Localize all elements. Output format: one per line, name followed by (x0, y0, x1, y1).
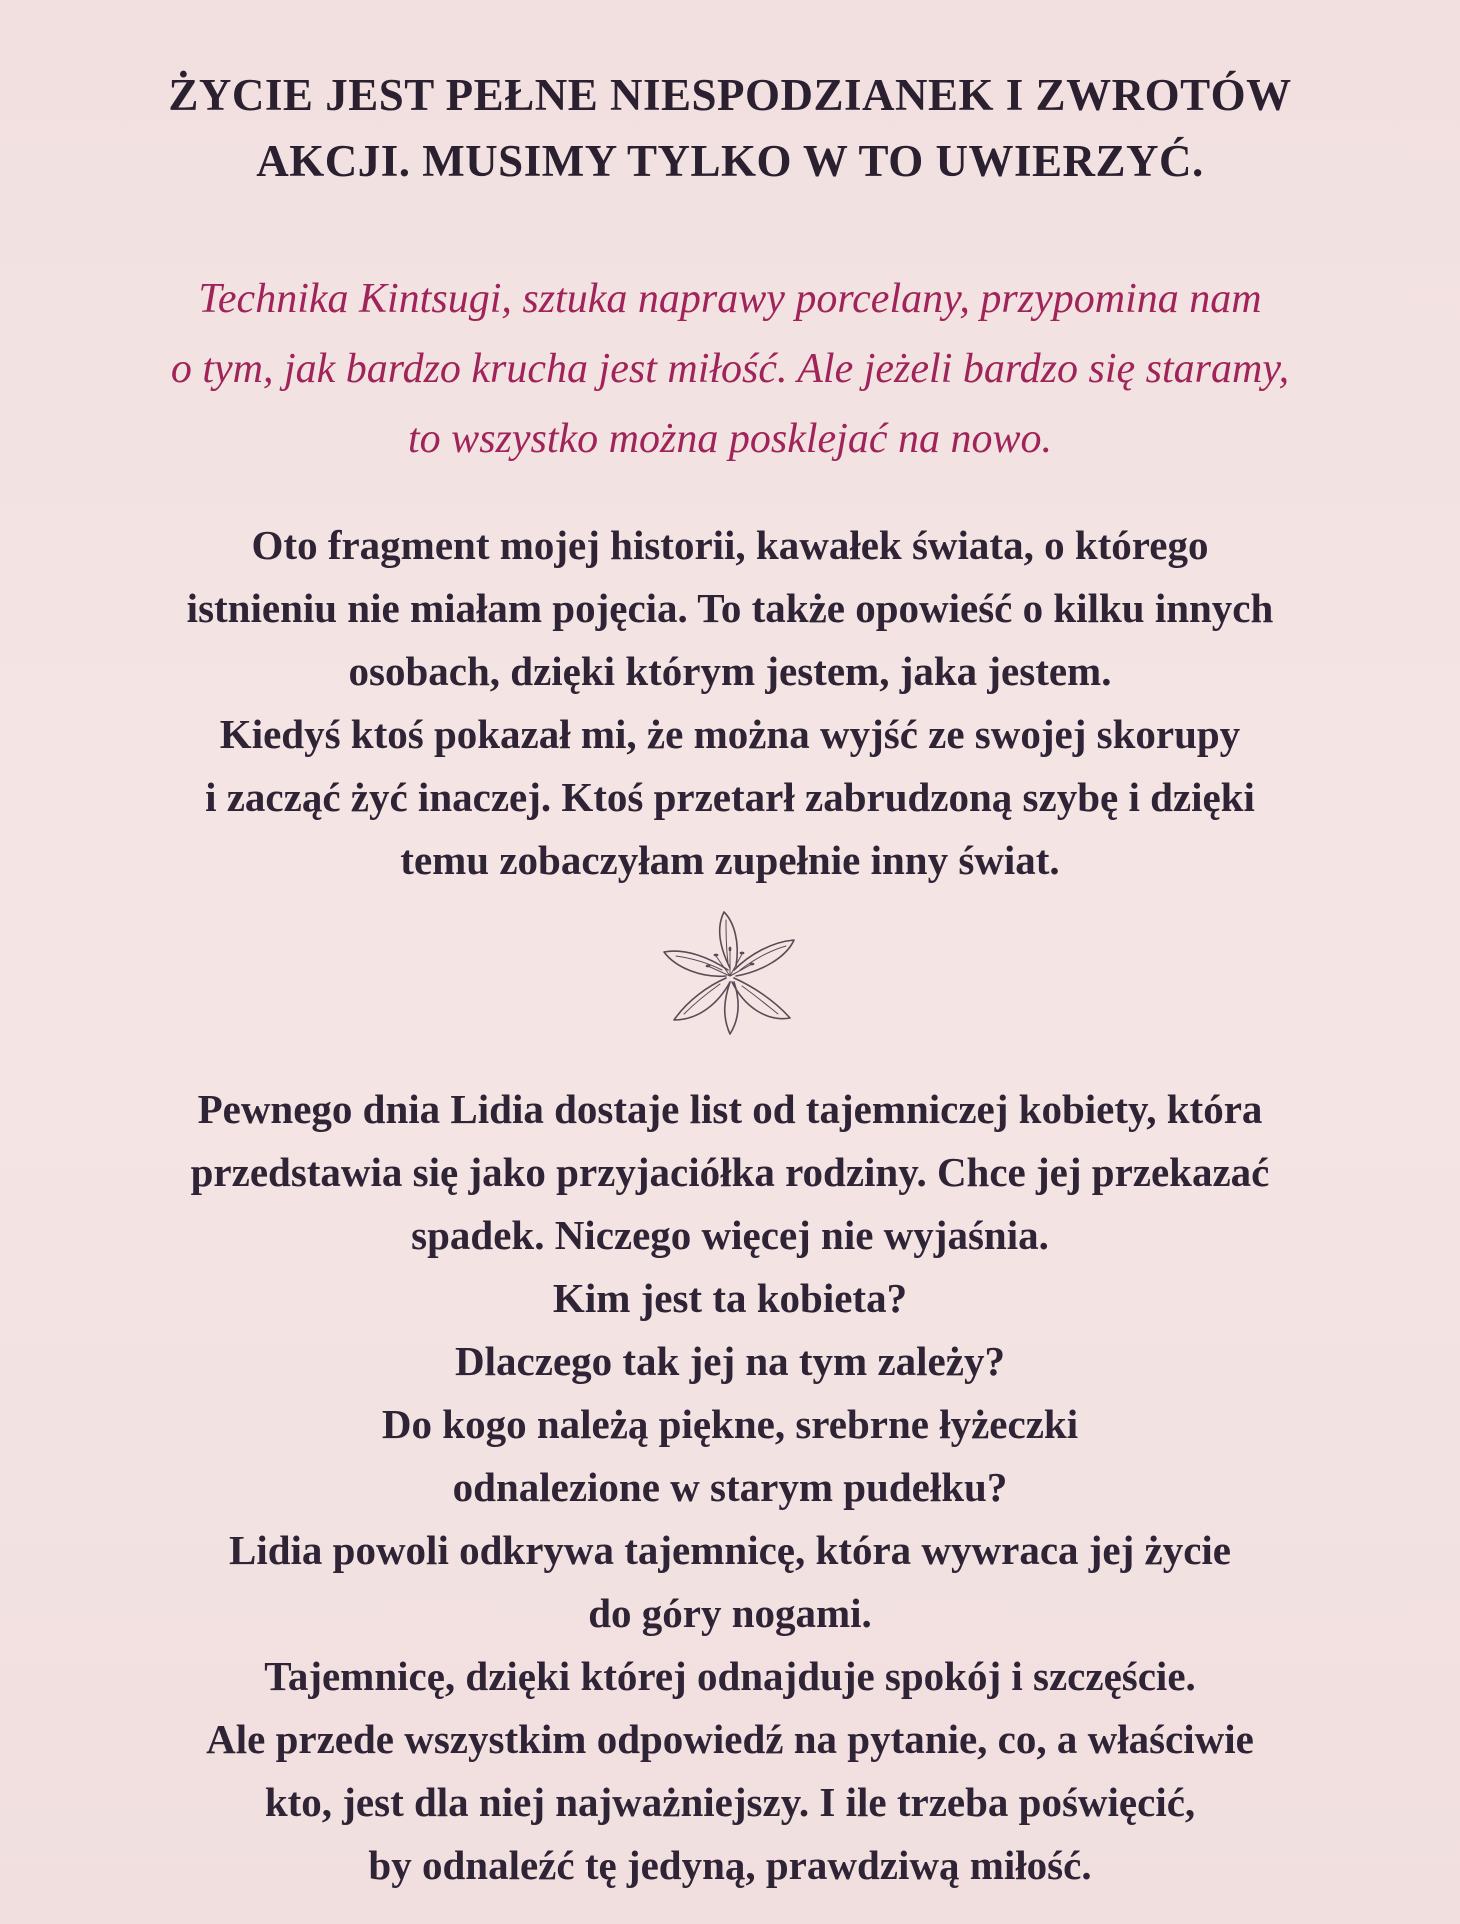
intro-line: Kiedyś ktoś pokazał mi, że można wyjść ze swojej skorupy (219, 711, 1241, 757)
intro-paragraph (40, 514, 1420, 892)
story-line: by odnaleźć tę jedyną, prawdziwą miłość. (368, 1842, 1092, 1888)
tagline-line: Technika Kintsugi, sztuka naprawy porcelany, przypomina nam (198, 276, 1262, 322)
story-line: Pewnego dnia Lidia dostaje list od tajemniczej kobiety, która (197, 1086, 1263, 1132)
story-line: odnalezione w starym pudełku? (452, 1464, 1008, 1510)
story-line: Dlaczego tak jej na tym zależy? (455, 1338, 1005, 1384)
story-line: spadek. Niczego więcej nie wyjaśnia. (411, 1212, 1049, 1258)
story-line: Ale przede wszystkim odpowiedź na pytanie, co, a właściwie (206, 1716, 1254, 1762)
story-line: Lidia powoli odkrywa tajemnicę, która wywraca jej życie (228, 1527, 1232, 1573)
story-line: do góry nogami. (588, 1590, 872, 1636)
tagline-line: to wszystko można posklejać na nowo. (408, 416, 1052, 462)
heading (60, 62, 1400, 194)
story-line: przedstawia się jako przyjaciółka rodziny. Chce jej przekazać (190, 1149, 1270, 1195)
intro-line: istnieniu nie miałam pojęcia. To także opowieść o kilku innych (186, 585, 1274, 631)
story-paragraph (40, 1078, 1420, 1897)
story-line: kto, jest dla niej najważniejszy. I ile trzeba poświęcić, (264, 1779, 1196, 1825)
tagline-quote (40, 264, 1420, 474)
story-line: Kim jest ta kobieta? (552, 1275, 908, 1321)
intro-line: Oto fragment mojej historii, kawałek świata, o którego (251, 522, 1209, 568)
intro-line: temu zobaczyłam zupełnie inny świat. (400, 837, 1060, 883)
lily-flower-icon (650, 908, 810, 1038)
story-line: Tajemnicę, dzięki której odnajduje spokój i szczęście. (264, 1653, 1196, 1699)
tagline-line: o tym, jak bardzo krucha jest miłość. Ale jeżeli bardzo się staramy, (170, 346, 1290, 392)
intro-line: osobach, dzięki którym jestem, jaka jestem. (348, 648, 1112, 694)
heading-line: ŻYCIE JEST PEŁNE NIESPODZIANEK I ZWROTÓW (168, 70, 1292, 120)
intro-line: i zacząć żyć inaczej. Ktoś przetarł zabrudzoną szybę i dzięki (205, 774, 1255, 820)
heading-line: AKCJI. MUSIMY TYLKO W TO UWIERZYĆ. (256, 136, 1204, 186)
story-line: Do kogo należą piękne, srebrne łyżeczki (381, 1401, 1079, 1447)
